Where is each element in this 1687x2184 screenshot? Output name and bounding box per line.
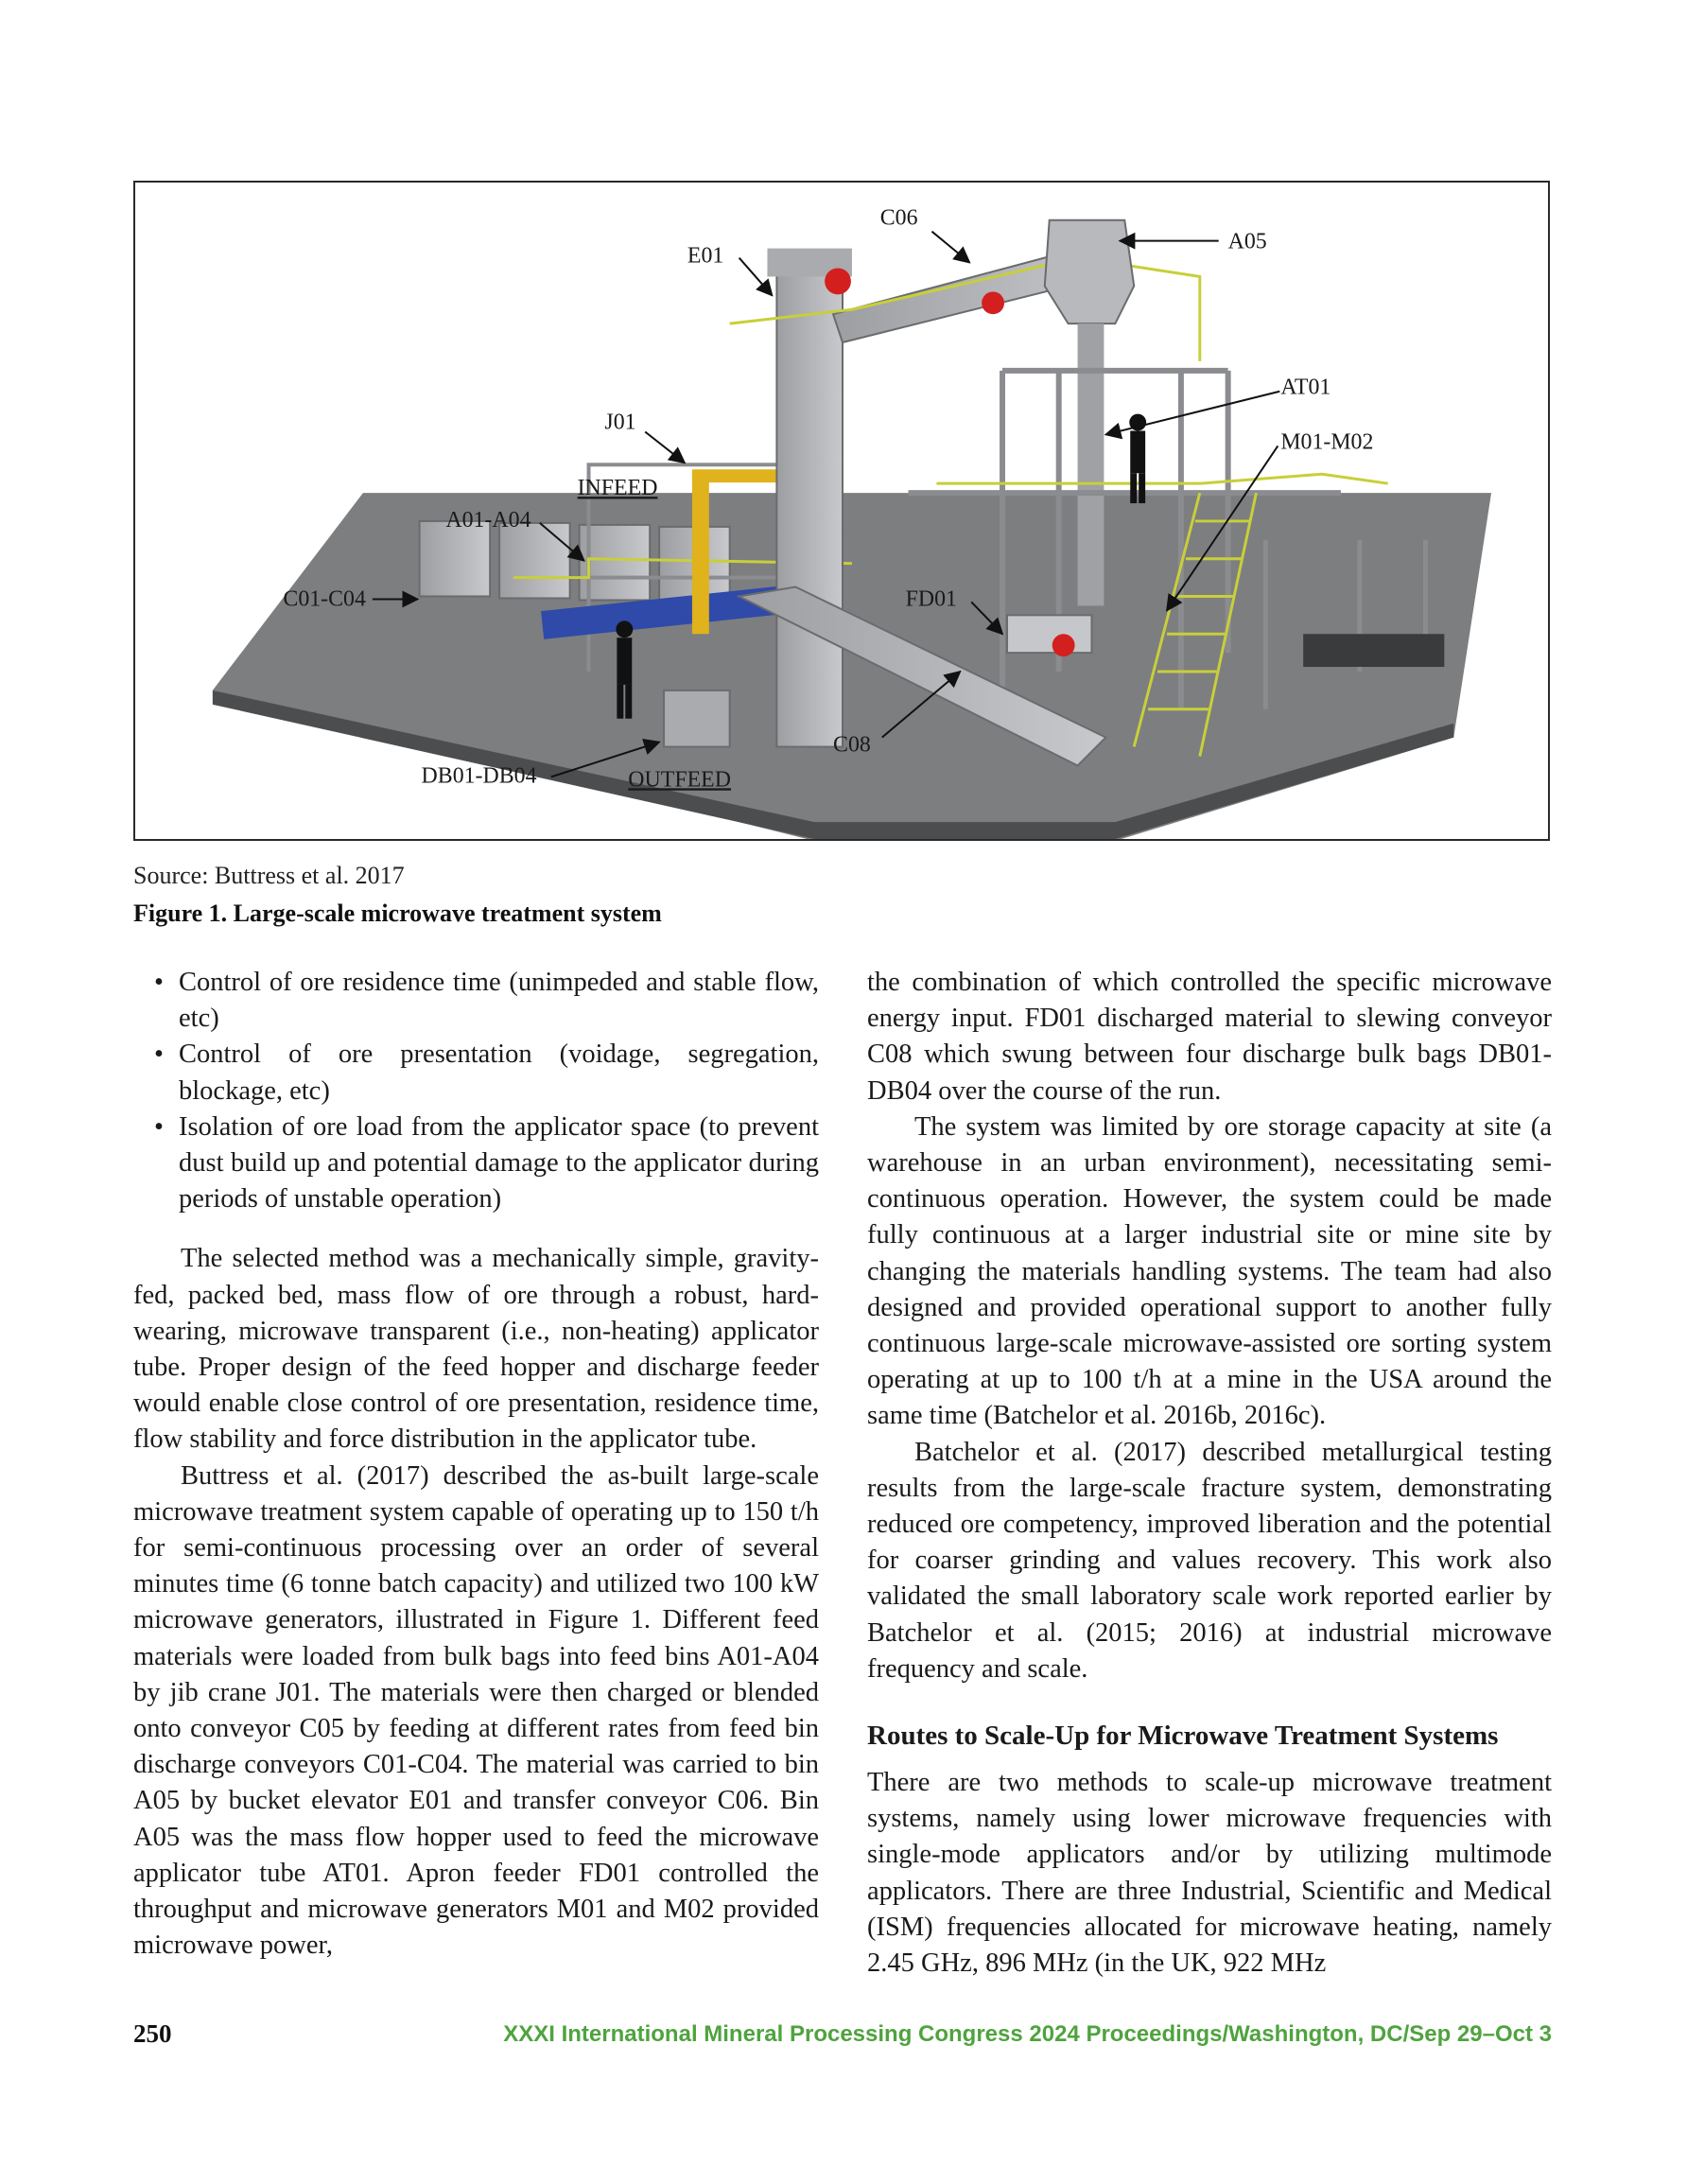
right-column (867, 965, 1552, 1982)
plant-illustration (135, 183, 1548, 839)
page-number: 250 (133, 2019, 172, 2048)
label-a01a04: A01-A04 (445, 507, 531, 533)
label-c01c04: C01-C04 (283, 586, 366, 612)
apron-feeder-fd01 (1007, 615, 1091, 653)
label-e01: E01 (687, 243, 724, 269)
paragraph: The selected method was a mechanically simple, gravity-fed, packed bed, mass flow of ore through a robust, hard-wearing, microwave transparent (i.e., non-heating) applicator tube. Proper design of the feed hopper and discharge feeder would enable close control of ore presentation, residence time, flow stability and force distribution in the applicator tube. (133, 1244, 819, 1455)
paragraph: Buttress et al. (2017) described the as-built large-scale microwave treatment system capable of operating up to 150 t/h for semi-continuous processing over an order of several minutes time (6 tonne batch capacity) and utilized two 100 kW microwave generators, illustrated in Figure 1. Different feed materials were loaded from bulk bags into feed bins A01-A04 by jib crane J01. The materials were then charged or blended onto conveyor C05 by feeding at different rates from feed bin discharge conveyors C01-C04. The material was carried to bin A05 by bucket elevator E01 and transfer conveyor C06. Bin A05 was the mass flow hopper used to feed the microwave applicator tube AT01. Apron feeder FD01 controlled the throughput and microwave generators M01 and M02 provided microwave power, (133, 1460, 819, 1961)
label-a05: A05 (1227, 229, 1267, 254)
list-item: • Isolation of ore load from the applicator space (to prevent dust build up and potential damage to the applicator during periods of unstable operation) (179, 1109, 819, 1218)
paragraph: There are two methods to scale-up microwave treatment systems, namely using lower microwave frequencies with single-mode applicators and/or by utilizing multimode applicators. There are three Industrial, Scientific and Medical (ISM) frequencies allocated for microwave heating, namely 2.45 GHz, 896 MHz (in the UK, 922 MHz (867, 1768, 1552, 1979)
motor (825, 268, 851, 294)
label-infeed: INFEED (577, 476, 658, 501)
label-outfeed: OUTFEED (628, 767, 731, 793)
label-db01db04: DB01-DB04 (421, 763, 537, 789)
label-m01m02: M01-M02 (1280, 429, 1374, 455)
left-column (133, 965, 819, 1964)
figure-source: Source: Buttress et al. 2017 (133, 862, 405, 889)
paragraph: the combination of which controlled the specific microwave energy input. FD01 discharged material to slewing conveyor C08 which swung between four discharge bulk bags DB01-DB04 over the course of the run. (867, 968, 1552, 1106)
conference-footer: XXXI International Mineral Processing Congress 2024 Proceedings/Washington, DC/Sep 29–Oct 3 (503, 2021, 1552, 2047)
bin-a05 (1045, 220, 1134, 323)
label-c06: C06 (879, 205, 918, 231)
label-at01: AT01 (1280, 375, 1331, 400)
motor (982, 291, 1004, 314)
figure-1 (133, 181, 1550, 841)
label-j01: J01 (604, 410, 636, 435)
discharge-bags (664, 690, 730, 747)
bullet-list (133, 965, 819, 1217)
applicator-tube-at01 (1078, 323, 1104, 605)
figure-caption: Figure 1. Large-scale microwave treatment system (133, 900, 662, 927)
section-heading: Routes to Scale-Up for Microwave Treatment Systems (867, 1721, 1499, 1752)
paragraph: Batchelor et al. (2017) described metallurgical testing results from the large-scale fracture system, demonstrating reduced ore competency, improved liberation and the potential for coarser grinding and values recovery. This work also validated the small laboratory scale work reported earlier by Batchelor et al. (2015; 2016) at industrial microwave frequency and scale. (867, 1437, 1552, 1684)
label-c08: C08 (833, 732, 871, 758)
list-item: • Control of ore presentation (voidage, segregation, blockage, etc) (179, 1037, 819, 1109)
label-fd01: FD01 (905, 586, 957, 612)
bucket-elevator-e01 (776, 258, 843, 747)
motor (1052, 634, 1075, 656)
floor-slab (213, 493, 1491, 839)
list-item: • Control of ore residence time (unimpeded and stable flow, etc) (179, 965, 819, 1037)
paragraph: The system was limited by ore storage capacity at site (a warehouse in an urban environment), necessitating semi-continuous operation. However, the system could be made fully continuous at a larger industrial site or mine site by changing the materials handling systems. The team had also designed and provided operational support to another fully continuous large-scale microwave-assisted ore sorting system operating at up to 100 t/h at a mine in the USA around the same time (Batchelor et al. 2016b, 2016c). (867, 1111, 1552, 1431)
